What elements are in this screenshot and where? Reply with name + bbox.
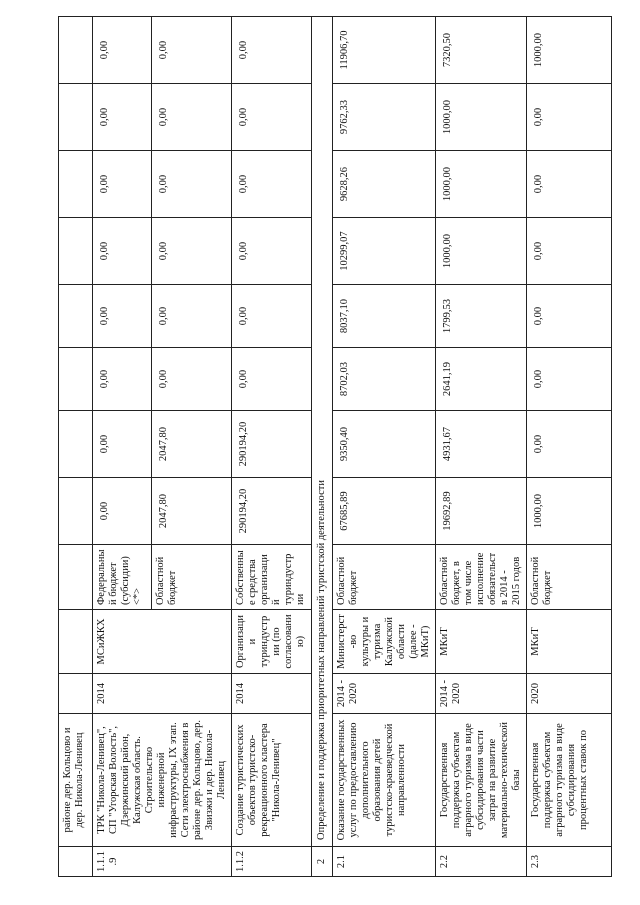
amount-cell-8: 0,00 xyxy=(93,17,152,84)
period-cell: 2020 xyxy=(527,674,612,714)
section-title: Определение и поддержка приоритетных направлений туристской деятельности xyxy=(312,17,333,847)
amount-cell-2: 0,00 xyxy=(527,411,612,478)
amount-cell-5: 0,00 xyxy=(527,218,612,285)
amount-cell-4: 0,00 xyxy=(232,285,312,348)
source-cell: Областной бюджет xyxy=(527,545,612,610)
period-cell: 2014 - 2020 xyxy=(333,674,436,714)
amount-cell-8: 0,00 xyxy=(152,17,232,84)
amount-cell-3: 2641,19 xyxy=(436,348,527,411)
source-cell: Областной бюджет, в том числе исполнение обязательств 2014 - 2015 годов xyxy=(436,545,527,610)
source-cell xyxy=(59,545,93,610)
amount-cell-8: 0,00 xyxy=(232,17,312,84)
amount-cell-3: 0,00 xyxy=(93,348,152,411)
amount-cell-6 xyxy=(59,151,93,218)
amount-cell-4: 0,00 xyxy=(93,285,152,348)
amount-cell-2: 9350,40 xyxy=(333,411,436,478)
amount-cell-7: 1000,00 xyxy=(436,84,527,151)
amount-cell-4: 1799,53 xyxy=(436,285,527,348)
executor-cell: МКиТ xyxy=(436,610,527,674)
amount-cell-8 xyxy=(59,17,93,84)
amount-cell-4: 0,00 xyxy=(152,285,232,348)
table-row xyxy=(436,17,527,877)
amount-cell-6: 0,00 xyxy=(527,151,612,218)
amount-cell-5 xyxy=(59,218,93,285)
amount-cell-7: 0,00 xyxy=(232,84,312,151)
amount-cell-1: 67685,89 xyxy=(333,478,436,545)
amount-cell-7: 0,00 xyxy=(93,84,152,151)
amount-cell-1 xyxy=(59,478,93,545)
period-cell: 2014 - 2020 xyxy=(436,674,527,714)
executor-cell: Министерст-во культуры и туризма Калужской области (далее - МКиТ) xyxy=(333,610,436,674)
amount-cell-7: 0,00 xyxy=(152,84,232,151)
period-cell: 2014 xyxy=(93,674,232,714)
period-cell: 2014 xyxy=(232,674,312,714)
amount-cell-8: 11906,70 xyxy=(333,17,436,84)
amount-cell-3: 0,00 xyxy=(527,348,612,411)
amount-cell-3: 8702,03 xyxy=(333,348,436,411)
executor-cell: МКиТ xyxy=(527,610,612,674)
row-number xyxy=(59,847,93,877)
activity-name: Оказание государственных услуг по предоставлению дополнительного образования детей туристско-краеведческой направленности xyxy=(333,714,436,847)
amount-cell-7: 0,00 xyxy=(527,84,612,151)
amount-cell-2: 0,00 xyxy=(93,411,152,478)
amount-cell-2: 4931,67 xyxy=(436,411,527,478)
amount-cell-5: 0,00 xyxy=(232,218,312,285)
row-number: 2.2 xyxy=(436,847,527,877)
table-row xyxy=(333,17,436,877)
amount-cell-1: 19692,89 xyxy=(436,478,527,545)
amount-cell-3: 0,00 xyxy=(232,348,312,411)
amount-cell-5: 10299,07 xyxy=(333,218,436,285)
section-number: 2 xyxy=(312,847,333,877)
amount-cell-4: 0,00 xyxy=(527,285,612,348)
amount-cell-2 xyxy=(59,411,93,478)
amount-cell-6: 1000,00 xyxy=(436,151,527,218)
amount-cell-6: 0,00 xyxy=(152,151,232,218)
table-row xyxy=(59,17,93,877)
amount-cell-3: 0,00 xyxy=(152,348,232,411)
amount-cell-6: 9628,26 xyxy=(333,151,436,218)
amount-cell-4 xyxy=(59,285,93,348)
amount-cell-8: 7320,50 xyxy=(436,17,527,84)
program-table xyxy=(58,16,612,877)
amount-cell-6: 0,00 xyxy=(232,151,312,218)
executor-cell: Организации туриндустрии (по согласованию) xyxy=(232,610,312,674)
activity-name: районе дер. Кольцово и дер. Никола-Ленивец xyxy=(59,714,93,847)
table-row xyxy=(232,17,312,877)
amount-cell-2: 2047,80 xyxy=(152,411,232,478)
amount-cell-7: 9762,33 xyxy=(333,84,436,151)
executor-cell xyxy=(59,610,93,674)
row-number: 1.1.1.9 xyxy=(93,847,232,877)
amount-cell-7 xyxy=(59,84,93,151)
amount-cell-3 xyxy=(59,348,93,411)
activity-name: ТРК "Никола-Ленивец", СП "Угорская Волость", Дзержинский район, Калужская область. Строительство инженерной инфраструктуры, IX этап. Сети электроснабжения в районе дер. Кольцово, дер. Звизжи и дер. Никола-Ленивец xyxy=(93,714,232,847)
activity-name: Создание туристических объектов туристско-рекреационного кластера "Никола-Ленивец" xyxy=(232,714,312,847)
amount-cell-4: 8037,10 xyxy=(333,285,436,348)
table-row xyxy=(93,17,152,877)
section-row xyxy=(312,17,333,877)
source-cell: Федеральный бюджет (субсидии) <*> xyxy=(93,545,152,610)
amount-cell-5: 0,00 xyxy=(93,218,152,285)
amount-cell-5: 1000,00 xyxy=(436,218,527,285)
amount-cell-8: 1000,00 xyxy=(527,17,612,84)
executor-cell: МСиЖКХ xyxy=(93,610,232,674)
source-cell: Областной бюджет xyxy=(333,545,436,610)
amount-cell-6: 0,00 xyxy=(93,151,152,218)
period-cell xyxy=(59,674,93,714)
table-row xyxy=(527,17,612,877)
activity-name: Государственная поддержка субъектам аграрного туризма в виде субсидирования части затрат на развитие материально-технической базы xyxy=(436,714,527,847)
row-number: 2.3 xyxy=(527,847,612,877)
amount-cell-1: 2047,80 xyxy=(152,478,232,545)
amount-cell-5: 0,00 xyxy=(152,218,232,285)
source-cell: Областной бюджет xyxy=(152,545,232,610)
activity-name: Государственная поддержка субъектам аграрного туризма в виде субсидирования процентных ставок по xyxy=(527,714,612,847)
row-number: 1.1.2 xyxy=(232,847,312,877)
amount-cell-1: 0,00 xyxy=(93,478,152,545)
row-number: 2.1 xyxy=(333,847,436,877)
source-cell: Собственные средства организаций туриндустрии xyxy=(232,545,312,610)
amount-cell-1: 290194,20 xyxy=(232,478,312,545)
amount-cell-1: 1000,00 xyxy=(527,478,612,545)
rotated-table-container xyxy=(58,17,613,877)
amount-cell-2: 290194,20 xyxy=(232,411,312,478)
